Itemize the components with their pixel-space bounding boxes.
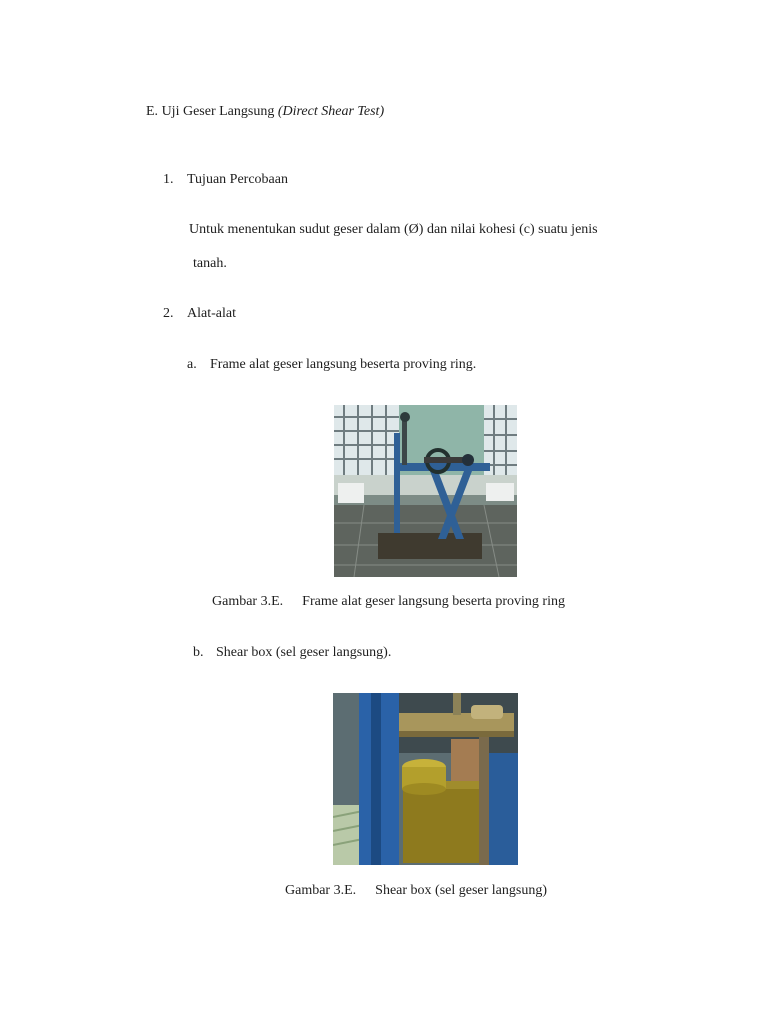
sub-a-letter: a. [187,357,197,372]
frame-photo [334,405,517,577]
sub-b-text: Shear box (sel geser langsung). [216,645,392,660]
section-title-italic: (Direct Shear Test) [277,104,385,119]
section-heading [146,103,384,121]
caption-2-label: Gambar 3.E. [285,883,357,898]
item-2-number: 2. [163,306,174,321]
caption-1-text: Frame alat geser langsung beserta proving ring [302,594,565,609]
caption-1-label: Gambar 3.E. [212,594,284,609]
caption-2 [285,882,547,900]
shear-box-photo [333,693,518,865]
item-2-heading: Alat-alat [187,306,236,321]
item-1-body-line2: tanah. [193,256,227,271]
caption-2-text: Shear box (sel geser langsung) [375,883,547,898]
item-1-heading: Tujuan Percobaan [187,172,288,187]
sub-a-text: Frame alat geser langsung beserta proving ring. [210,357,477,372]
item-1-number: 1. [163,172,174,187]
item-1-body-line1: Untuk menentukan sudut geser dalam (Ø) dan nilai kohesi (c) suatu jenis [189,222,598,237]
caption-1 [212,593,565,611]
section-prefix: E. [146,104,159,119]
section-title: Uji Geser Langsung [161,104,275,119]
sub-b-letter: b. [193,645,204,660]
